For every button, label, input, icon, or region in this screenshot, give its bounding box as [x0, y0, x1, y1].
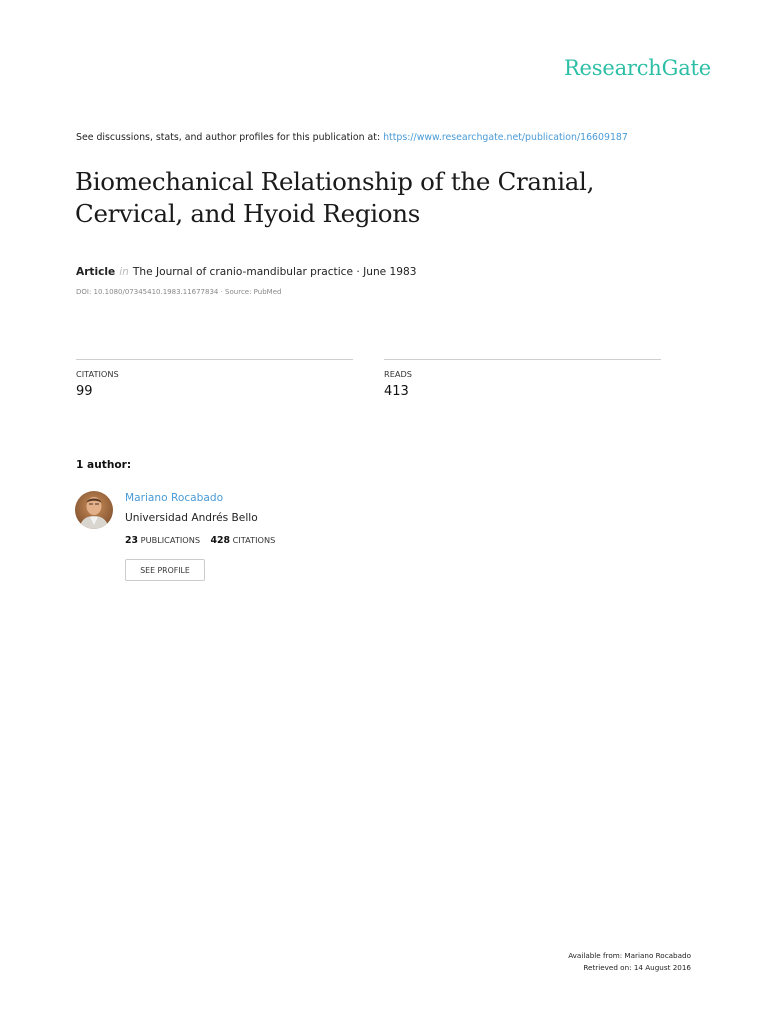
author-photo-icon [75, 491, 113, 529]
citations-stat [76, 359, 353, 399]
reads-stat [384, 359, 661, 399]
author-citations-label: CITATIONS [232, 535, 276, 545]
retrieved-on: Retrieved on: 14 August 2016 [583, 963, 691, 972]
reads-label: READS [384, 369, 412, 379]
available-from: Available from: Mariano Rocabado [568, 951, 691, 960]
citations-label: CITATIONS [76, 369, 119, 379]
citations-value: 99 [76, 384, 93, 399]
publication-meta [76, 266, 417, 278]
in-label: in [119, 266, 129, 278]
publication-title: Biomechanical Relationship of the Cranial, Cervical, and Hyoid Regions [75, 167, 595, 228]
doi-source: DOI: 10.1080/07345410.1983.11677834 · Source: PubMed [76, 288, 282, 296]
researchgate-logo[interactable]: ResearchGate [563, 56, 711, 80]
journal-date: The Journal of cranio-mandibular practice · June 1983 [132, 266, 417, 278]
author-citations-count: 428 [210, 535, 231, 546]
discussion-line [76, 132, 628, 143]
authors-heading: 1 author: [76, 459, 132, 471]
discussion-prefix: See discussions, stats, and author profiles for this publication at: [76, 132, 381, 143]
reads-value: 413 [384, 384, 409, 399]
author-publications-label: PUBLICATIONS [140, 535, 201, 545]
publication-url-link[interactable]: https://www.researchgate.net/publication/16609187 [383, 132, 628, 143]
author-publications-count: 23 [125, 535, 139, 546]
author-institution: Universidad Andrés Bello [125, 512, 258, 524]
see-profile-button[interactable]: SEE PROFILE [125, 559, 205, 581]
author-avatar[interactable] [75, 491, 113, 529]
author-name-link[interactable]: Mariano Rocabado [125, 492, 224, 504]
footer-info [568, 950, 691, 974]
author-stats [125, 535, 275, 546]
publication-type: Article [76, 266, 116, 278]
